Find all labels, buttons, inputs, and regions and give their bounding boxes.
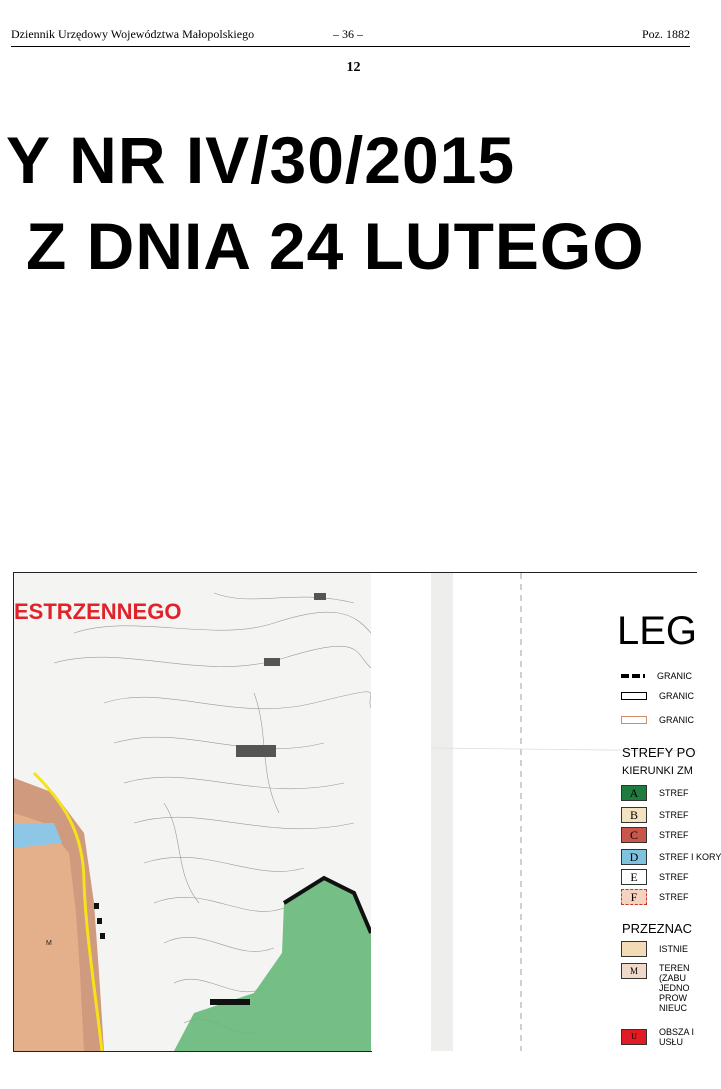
legend-zone-b: B STREF <box>621 807 689 823</box>
line-box-icon <box>621 692 647 700</box>
legend-border-3: GRANIC <box>621 715 694 725</box>
line-box-icon <box>621 716 647 724</box>
legend-border-2: GRANIC <box>621 691 694 701</box>
legend-zone-a: A STREF <box>621 785 689 801</box>
legend-title: LEG <box>617 609 698 653</box>
resolution-banner <box>6 122 699 292</box>
legend-zone-f: F STREF <box>621 889 689 905</box>
legend-use-services: U OBSZA I USŁU <box>621 1027 699 1047</box>
legend-heading-uses: PRZEZNAC <box>622 921 693 936</box>
legend-panel <box>371 572 721 1051</box>
page-marker: – 36 – <box>333 27 363 41</box>
journal-title: Dziennik Urzędowy Województwa Małopolskiego <box>11 27 255 41</box>
legend-heading-zones: STREFY PO <box>622 745 696 760</box>
legend-heading-directions: KIERUNKI ZM <box>622 765 693 777</box>
svg-text:M: M <box>46 940 52 947</box>
page-header <box>11 25 690 47</box>
legend-border-1: GRANIC <box>621 671 692 681</box>
legend-zone-d: D STREF I KORY <box>621 849 721 865</box>
position-number: Poz. 1882 <box>642 27 690 41</box>
map-image <box>13 572 372 1052</box>
banner-line-2: Z DNIA 24 LUTEGO <box>26 209 645 283</box>
banner-line-1: Y NR IV/30/2015 <box>6 123 516 197</box>
topographic-map-graphic <box>14 573 371 1051</box>
dash-line-icon <box>621 674 645 678</box>
map-title-fragment: ESTRZENNEGO <box>14 599 182 624</box>
legend-use-existing: ISTNIE <box>621 941 688 957</box>
legend-zone-e: E STREF <box>621 869 689 885</box>
legend-zone-c: C STREF <box>621 827 689 843</box>
legend-use-residential: M TEREN (ZABU JEDNO PROW NIEUC <box>621 963 699 1013</box>
page-number: 12 <box>346 60 361 75</box>
